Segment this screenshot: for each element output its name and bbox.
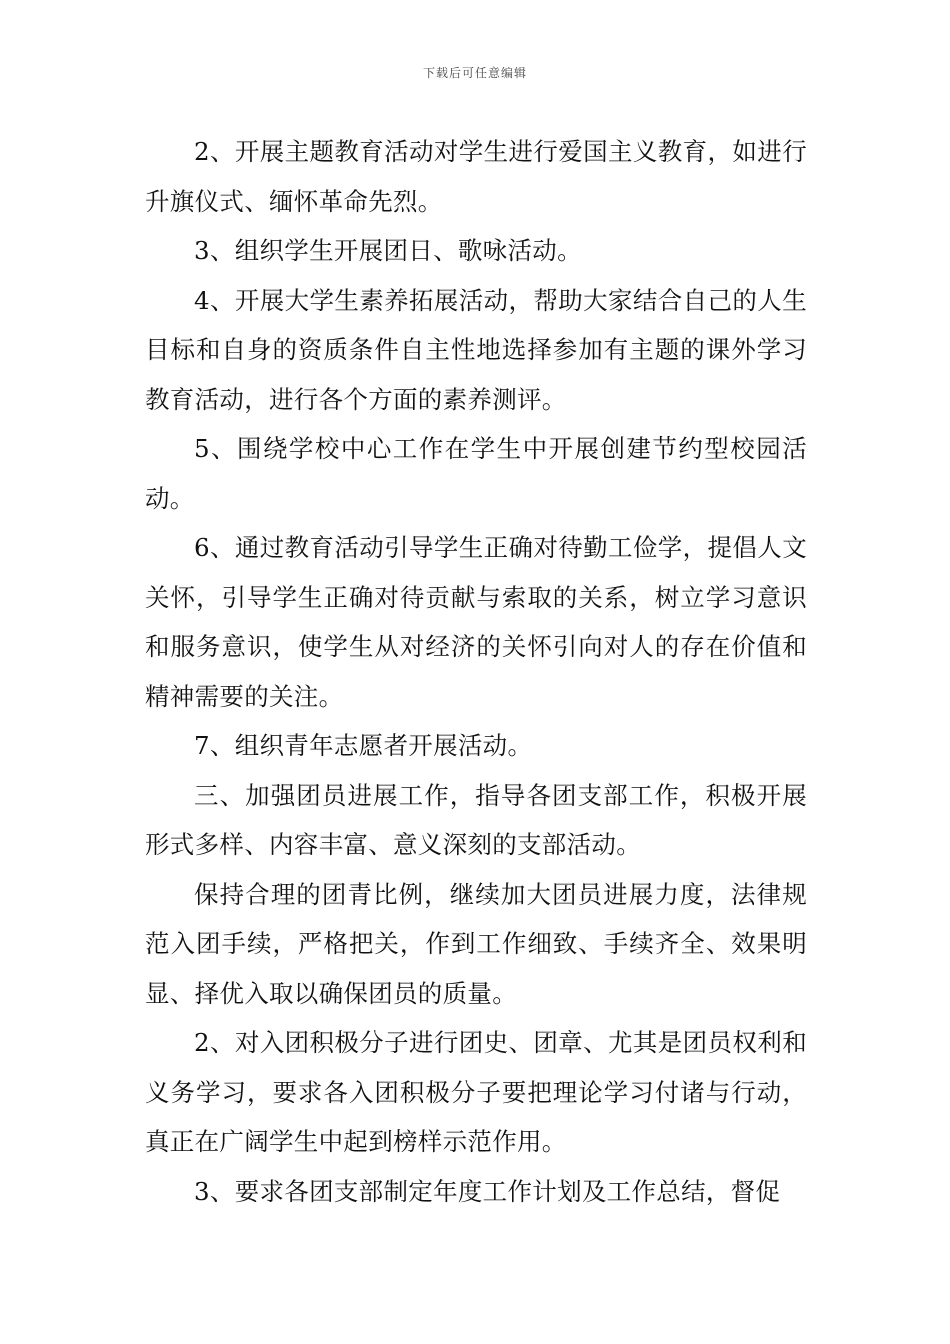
- paragraph: 4、开展大学生素养拓展活动，帮助大家结合自己的人生目标和自身的资质条件自主性地选择参加有主题的课外学习教育活动，进行各个方面的素养测评。: [145, 285, 807, 414]
- paragraph: 2、对入团积极分子进行团史、团章、尤其是团员权利和义务学习，要求各入团积极分子要把理论学习付诸与行动，真正在广阔学生中起到榜样示范作用。: [145, 1028, 807, 1156]
- paragraph: 5、围绕学校中心工作在学生中开展创建节约型校园活动。: [145, 434, 807, 513]
- paragraph: 三、加强团员进展工作，指导各团支部工作，积极开展形式多样、内容丰富、意义深刻的支部活动。: [145, 780, 807, 859]
- page-header: 下载后可任意编辑: [422, 66, 527, 80]
- paragraph: 保持合理的团青比例，继续加大团员进展力度，法律规范入团手续，严格把关，作到工作细致、手续齐全、效果明显、择优入取以确保团员的质量。: [145, 879, 807, 1008]
- paragraph: 7、组织青年志愿者开展活动。: [194, 731, 533, 760]
- paragraph: 6、通过教育活动引导学生正确对待勤工俭学，提倡人文关怀，引导学生正确对待贡献与索取的关系，树立学习意识和服务意识，使学生从对经济的关怀引向对人的存在价值和精神需要的关注。: [145, 533, 807, 711]
- document-body: [145, 127, 807, 1216]
- paragraph: 3、要求各团支部制定年度工作计划及工作总结，督促: [194, 1176, 781, 1206]
- paragraph: 3、组织学生开展团日、歌咏活动。: [194, 236, 582, 265]
- paragraph: 2、开展主题教育活动对学生进行爱国主义教育，如进行升旗仪式、缅怀革命先烈。: [145, 137, 807, 216]
